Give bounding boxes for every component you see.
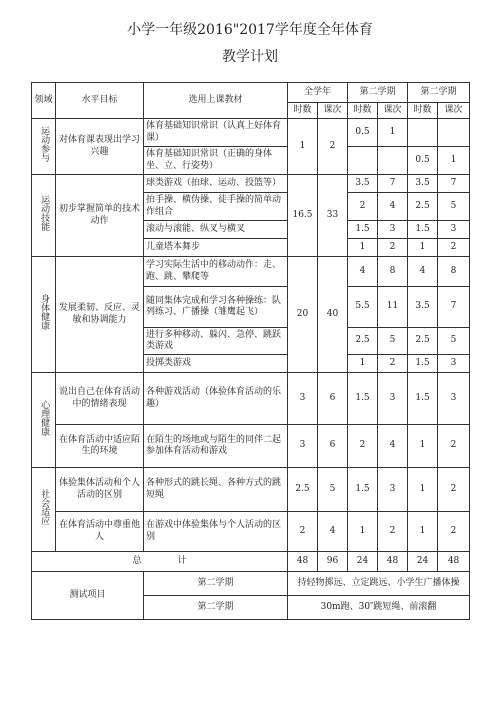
semester-b-lessons: 8 <box>438 257 470 287</box>
semester-a-hours: 2 <box>348 425 378 468</box>
semester-b-lessons: 1 <box>438 147 470 175</box>
semester-a-hours: 4 <box>348 257 378 287</box>
header-lessons: 课次 <box>378 103 408 119</box>
semester-a-hours: 1.5 <box>348 373 378 425</box>
domain-cell <box>32 257 56 373</box>
material-cell: 各种游戏活动（体验体育活动的乐趣） <box>144 373 288 425</box>
full-year-hours: 1 <box>288 119 318 175</box>
semester-a-hours <box>348 147 378 175</box>
total-row <box>32 552 470 572</box>
semester-a-hours: 1 <box>348 239 378 257</box>
semester-a-lessons: 2 <box>378 239 408 257</box>
header-material: 选用上课教材 <box>144 83 288 119</box>
test-semester: 第二学期 <box>144 572 288 596</box>
total-value: 48 <box>438 552 470 572</box>
level-goal: 体验集体活动和个人活动的区别 <box>56 468 144 512</box>
semester-b-hours: 0.5 <box>408 147 438 175</box>
full-year-lessons: 40 <box>318 257 348 373</box>
test-items: 30m跑、30″跳短绳、前滚翻 <box>288 596 470 620</box>
material-cell: 随同集体完成和学习各种操练：队列练习、广播操（雏鹰起飞） <box>144 287 288 328</box>
full-year-lessons: 6 <box>318 425 348 468</box>
semester-a-hours: 5.5 <box>348 287 378 328</box>
semester-b-hours: 2.5 <box>408 328 438 355</box>
document-subtitle: 教学计划 <box>222 49 278 65</box>
total-value: 48 <box>378 552 408 572</box>
semester-b-lessons: 2 <box>438 425 470 468</box>
material-cell: 在游戏中体验集体与个人活动的区别 <box>144 512 288 552</box>
semester-b-hours: 3.5 <box>408 287 438 328</box>
header-lessons: 课次 <box>318 103 348 119</box>
full-year-lessons: 4 <box>318 512 348 552</box>
header-hours: 时数 <box>408 103 438 119</box>
total-value: 96 <box>318 552 348 572</box>
domain-label: 身体健康 <box>39 294 50 331</box>
semester-b-hours: 3.5 <box>408 175 438 193</box>
semester-b-lessons: 7 <box>438 287 470 328</box>
semester-a-hours: 1.5 <box>348 468 378 512</box>
domain-label: 社会适应 <box>39 489 50 526</box>
material-cell: 在陌生的场地或与陌生的同伴二起参加体育活动和游戏 <box>144 425 288 468</box>
semester-b-hours: 1 <box>408 239 438 257</box>
semester-b-hours <box>408 119 438 147</box>
semester-b-hours: 2.5 <box>408 193 438 221</box>
full-year-hours: 20 <box>288 257 318 373</box>
semester-b-lessons: 3 <box>438 355 470 373</box>
semester-a-lessons: 7 <box>378 175 408 193</box>
plan-row <box>32 257 470 287</box>
semester-b-hours: 1 <box>408 468 438 512</box>
domain-cell <box>32 175 56 257</box>
semester-a-lessons: 3 <box>378 373 408 425</box>
semester-a-hours: 1 <box>348 355 378 373</box>
total-value: 24 <box>348 552 378 572</box>
domain-label: 运动参与 <box>39 126 50 163</box>
semester-b-lessons: 2 <box>438 239 470 257</box>
full-year-hours: 2 <box>288 512 318 552</box>
semester-b-lessons: 5 <box>438 328 470 355</box>
domain-cell <box>32 119 56 175</box>
total-label: 总 计 <box>32 552 288 572</box>
full-year-hours: 3 <box>288 425 318 468</box>
semester-a-lessons: 11 <box>378 287 408 328</box>
full-year-lessons: 33 <box>318 175 348 257</box>
semester-a-hours: 1.5 <box>348 221 378 239</box>
full-year-hours: 3 <box>288 373 318 425</box>
semester-b-lessons: 3 <box>438 373 470 425</box>
level-goal: 说出自己在体育活动中的情绪表现 <box>56 373 144 425</box>
full-year-hours: 2.5 <box>288 468 318 512</box>
semester-b-lessons: 2 <box>438 468 470 512</box>
level-goal: 初步掌握简单的技术动作 <box>56 175 144 257</box>
semester-a-lessons <box>378 147 408 175</box>
semester-b-lessons: 5 <box>438 193 470 221</box>
material-cell: 学习实际生活中的移动动作：走、跑、跳、攀爬等 <box>144 257 288 287</box>
semester-b-hours: 4 <box>408 257 438 287</box>
full-year-lessons: 6 <box>318 373 348 425</box>
domain-label: 运动技能 <box>39 195 50 232</box>
material-cell: 拍手操、横伪操、徒手操的简单动作组合 <box>144 193 288 221</box>
semester-a-lessons: 2 <box>378 355 408 373</box>
test-label: 测试项目 <box>32 572 144 620</box>
semester-a-hours: 1 <box>348 512 378 552</box>
test-semester: 第二学期 <box>144 596 288 620</box>
full-year-lessons: 5 <box>318 468 348 512</box>
semester-a-hours: 2 <box>348 193 378 221</box>
semester-a-lessons: 4 <box>378 193 408 221</box>
material-cell: 体育基础知识常识（认真上好体育课） <box>144 119 288 147</box>
plan-row <box>32 373 470 425</box>
semester-b-hours: 1.5 <box>408 221 438 239</box>
material-cell: 进行多种移动、躲闪、急停、跳跃类游戏 <box>144 328 288 355</box>
material-cell: 儿童塔本舞步 <box>144 239 288 257</box>
domain-cell <box>32 468 56 552</box>
semester-b-lessons <box>438 119 470 147</box>
material-cell: 球类游戏（拍球、运动、投篮等） <box>144 175 288 193</box>
level-goal: 发展柔韧、反应、灵敏和协调能力 <box>56 257 144 373</box>
semester-a-lessons: 3 <box>378 468 408 512</box>
semester-b-hours: 1 <box>408 512 438 552</box>
semester-a-lessons: 5 <box>378 328 408 355</box>
semester-b-hours: 1 <box>408 425 438 468</box>
header-domain: 领域 <box>32 83 56 119</box>
total-value: 24 <box>408 552 438 572</box>
semester-b-hours: 1.5 <box>408 355 438 373</box>
semester-a-lessons: 2 <box>378 512 408 552</box>
level-goal: 对体育课表现出学习兴趣 <box>56 119 144 175</box>
material-cell: 投掷类游戏 <box>144 355 288 373</box>
semester-b-lessons: 7 <box>438 175 470 193</box>
material-cell: 滚动与滚能、纵叉与横叉 <box>144 221 288 239</box>
header-hours: 时数 <box>288 103 318 119</box>
semester-a-lessons: 1 <box>378 119 408 147</box>
document-title: 小学一年级2016"2017学年度全年体育 <box>127 22 373 38</box>
semester-a-lessons: 4 <box>378 425 408 468</box>
test-items: 持轻物掷远、立定跳远、小学生广播体操 <box>288 572 470 596</box>
plan-row <box>32 175 470 193</box>
header-full-year: 全学年 <box>288 83 348 103</box>
header-hours: 时数 <box>348 103 378 119</box>
material-cell: 体育基础知识常识（正确的身体坐、立、行姿势） <box>144 147 288 175</box>
semester-a-lessons: 3 <box>378 221 408 239</box>
semester-b-lessons: 3 <box>438 221 470 239</box>
level-goal: 在体育活动中适应陌生的环境 <box>56 425 144 468</box>
full-year-hours: 16.5 <box>288 175 318 257</box>
plan-row <box>32 468 470 512</box>
domain-label: 心理健康 <box>39 399 50 436</box>
header-lessons: 课次 <box>438 103 470 119</box>
semester-a-hours: 2.5 <box>348 328 378 355</box>
header-level: 水平目标 <box>56 83 144 119</box>
semester-b-lessons: 2 <box>438 512 470 552</box>
plan-row <box>32 119 470 147</box>
plan-row <box>32 425 470 468</box>
semester-b-hours: 1.5 <box>408 373 438 425</box>
plan-row <box>32 512 470 552</box>
test-row <box>32 572 470 596</box>
semester-a-lessons: 8 <box>378 257 408 287</box>
header-semester-a: 第二学期 <box>348 83 408 103</box>
semester-a-hours: 3.5 <box>348 175 378 193</box>
domain-cell <box>32 373 56 468</box>
semester-a-hours: 0.5 <box>348 119 378 147</box>
teaching-plan-table <box>31 82 470 620</box>
material-cell: 各种形式的跳长绳、各种方式的跳短绳 <box>144 468 288 512</box>
level-goal: 在体育活动中尊重他人 <box>56 512 144 552</box>
full-year-lessons: 2 <box>318 119 348 175</box>
total-value: 48 <box>288 552 318 572</box>
header-semester-b: 第二学期 <box>408 83 470 103</box>
